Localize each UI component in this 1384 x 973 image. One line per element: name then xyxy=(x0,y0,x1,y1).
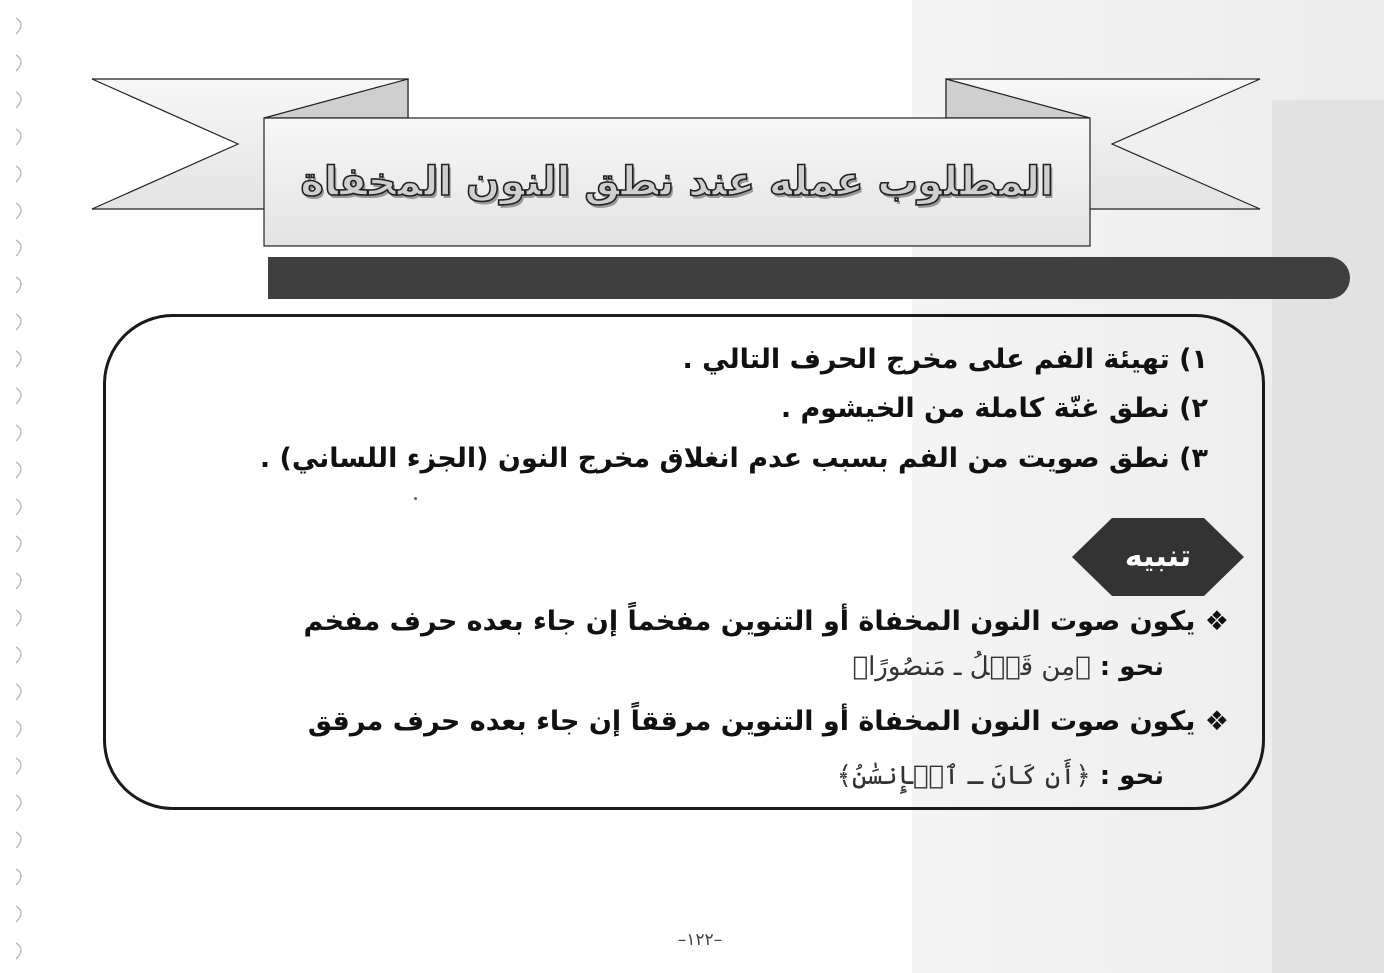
example-prefix: نحو : xyxy=(1090,652,1164,682)
scan-speck xyxy=(414,497,417,500)
page-title: المطلوب عمله عند نطق النون المخفاة xyxy=(300,159,1054,205)
note-1-example xyxy=(852,652,1164,682)
quran-example: ﴿أَن كَانَ ـ ٱلۡإِنسَٰنُ﴾ xyxy=(836,761,1091,791)
notice-label: تنبيه xyxy=(1124,538,1192,574)
note-2: ❖ يكون صوت النون المخفاة أو التنوين مرققاً إن جاء بعده حرف مرقق xyxy=(307,706,1229,737)
note-1: ❖ يكون صوت النون المخفاة أو التنوين مفخماً إن جاء بعده حرف مفخم xyxy=(303,606,1229,637)
page-number: –١٢٢– xyxy=(677,930,723,950)
note-2-example xyxy=(837,761,1164,791)
step-3: ٣) نطق صويت من الفم بسبب عدم انغلاق مخرج النون (الجزء اللساني) . xyxy=(259,443,1208,474)
title-underline-bar xyxy=(268,257,1350,299)
example-prefix: نحو : xyxy=(1090,761,1164,791)
step-2: ٢) نطق غنّة كاملة من الخيشوم . xyxy=(780,393,1208,424)
quran-example: ﴿مِن قَبۡلُ ـ مَنصُورًا﴾ xyxy=(852,652,1091,682)
step-1: ١) تهيئة الفم على مخرج الحرف التالي . xyxy=(682,344,1208,375)
